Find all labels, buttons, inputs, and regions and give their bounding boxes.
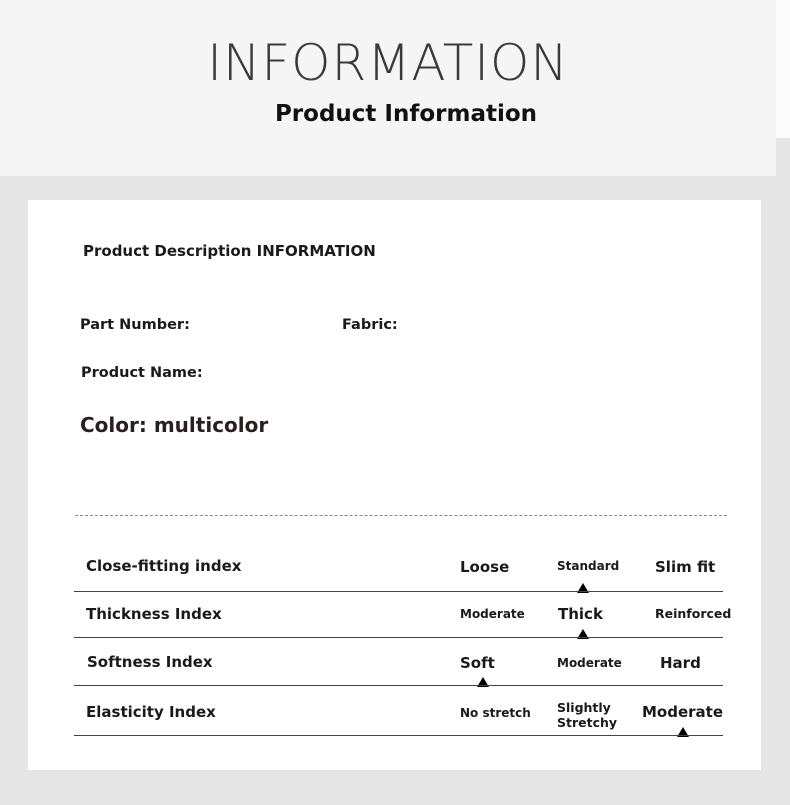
row-divider [74,735,723,736]
row-divider [74,591,723,592]
option-no-stretch: No stretch [460,706,531,720]
option-loose: Loose [460,558,510,576]
index-label-softness: Softness Index [87,653,213,671]
part-number-label: Part Number: [80,317,190,333]
index-label-thickness: Thickness Index [86,605,222,623]
index-label-elasticity: Elasticity Index [86,703,216,721]
option-moderate: Moderate [460,607,525,621]
fabric-label: Fabric: [342,317,398,333]
row-divider [74,685,723,686]
row-divider [74,637,723,638]
option-slim-fit: Slim fit [655,558,716,576]
option-standard: Standard [557,559,620,573]
page-subtitle: Product Information [274,101,538,127]
option-moderate: Moderate [642,703,724,721]
page-title: INFORMATION [207,34,569,92]
option-moderate: Moderate [557,656,622,670]
header-banner [0,0,776,176]
index-label-close-fitting: Close-fitting index [86,557,242,575]
option-soft: Soft [460,654,495,672]
option-reinforced: Reinforced [655,606,732,621]
product-name-label: Product Name: [81,365,203,381]
color-line: Color: multicolor [80,413,269,437]
description-title: Product Description INFORMATION [83,242,376,260]
option-thick: Thick [558,605,603,623]
header-edge [776,0,790,138]
option-slightly-stretchy: Slightly Stretchy [557,700,618,730]
section-divider [75,515,727,516]
option-hard: Hard [660,654,701,672]
